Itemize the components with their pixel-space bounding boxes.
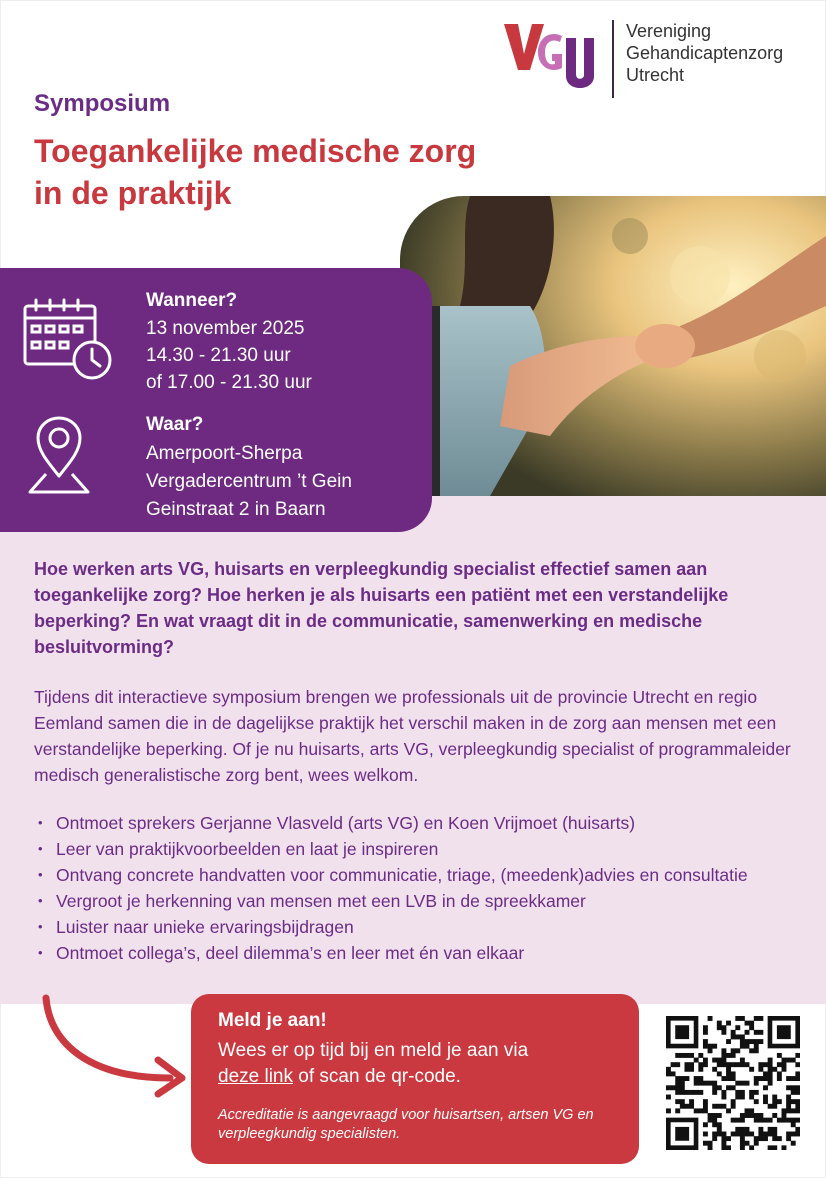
title-line: Toegankelijke medische zorg: [34, 133, 477, 169]
venue-address: Geinstraat 2 in Baarn: [146, 499, 326, 520]
list-item: • Ontmoet sprekers Gerjanne Vlasveld (arts VG) en Koen Vrijmoet (huisarts): [38, 810, 798, 836]
venue-room: Vergadercentrum ’t Gein: [146, 471, 352, 492]
registration-box: [191, 994, 639, 1164]
cta-body-prefix: Wees er op tijd bij en meld je aan via: [218, 1040, 529, 1061]
where-label: Waar?: [146, 414, 204, 435]
event-details-box: [0, 268, 432, 532]
logo-line: Utrecht: [626, 65, 685, 85]
list-item: • Ontmoet collega’s, deel dilemma’s en leer met én van elkaar: [38, 940, 798, 966]
intro-question: Hoe werken arts VG, huisarts en verpleegkundig specialist effectief samen aan toegankelijke zorg? Hoe herken je als huisarts een patiënt met een verstandelijke beperking? En wat vraagt dit in de communicatie, samenwerking en medische besluitvorming?: [34, 559, 729, 657]
cta-body-suffix: of scan de qr-code.: [293, 1066, 461, 1087]
vgu-logo-mark: [500, 14, 605, 94]
qr-code-icon[interactable]: [666, 1016, 800, 1150]
event-date: 13 november 2025: [146, 318, 305, 339]
registration-link[interactable]: deze link: [218, 1066, 293, 1087]
event-time: 14.30 - 21.30 uur: [146, 345, 291, 366]
event-kicker: Symposium: [34, 90, 171, 117]
hero-photo: [400, 196, 826, 496]
title-line: in de praktijk: [34, 175, 232, 211]
location-pin-icon: [24, 414, 94, 498]
logo-line: Gehandicaptenzorg: [626, 43, 784, 63]
logo-line: Vereniging: [626, 21, 712, 41]
hero-photo-illustration: [400, 196, 826, 496]
list-item: • Leer van praktijkvoorbeelden en laat je inspireren: [38, 836, 798, 862]
logo-wordmark: [626, 20, 783, 86]
venue-name: Amerpoort-Sherpa: [146, 443, 303, 464]
cta-body: [218, 1038, 628, 1090]
curved-arrow-icon: [40, 994, 200, 1104]
list-item: • Vergroot je herkenning van mensen met een LVB in de spreekkamer: [38, 888, 798, 914]
event-time-alt: of 17.00 - 21.30 uur: [146, 372, 312, 393]
vgu-logo[interactable]: [500, 14, 820, 94]
intro-paragraph: Tijdens dit interactieve symposium brengen we professionals uit de provincie Utrecht en regio Eemland samen die in de dagelijkse praktijk het verschil maken in de zorg aan mensen met een verstandelijke beperking. Of je nu huisarts, arts VG, verpleegkundig specialist of programmaleider medisch generalistische zorg bent, wees welkom.: [34, 687, 791, 785]
accreditation-note: Accreditatie is aangevraagd voor huisartsen, artsen VG en verpleegkundig specialisten.: [218, 1107, 594, 1142]
when-label: Wanneer?: [146, 290, 238, 311]
list-item: • Luister naar unieke ervaringsbijdragen: [38, 914, 798, 940]
benefits-list: [38, 810, 798, 966]
list-item: • Ontvang concrete handvatten voor communicatie, triage, (meedenk)advies en consultatie: [38, 862, 798, 888]
cta-title: Meld je aan!: [218, 1010, 327, 1031]
logo-divider: [612, 20, 614, 98]
calendar-clock-icon: [22, 296, 114, 382]
